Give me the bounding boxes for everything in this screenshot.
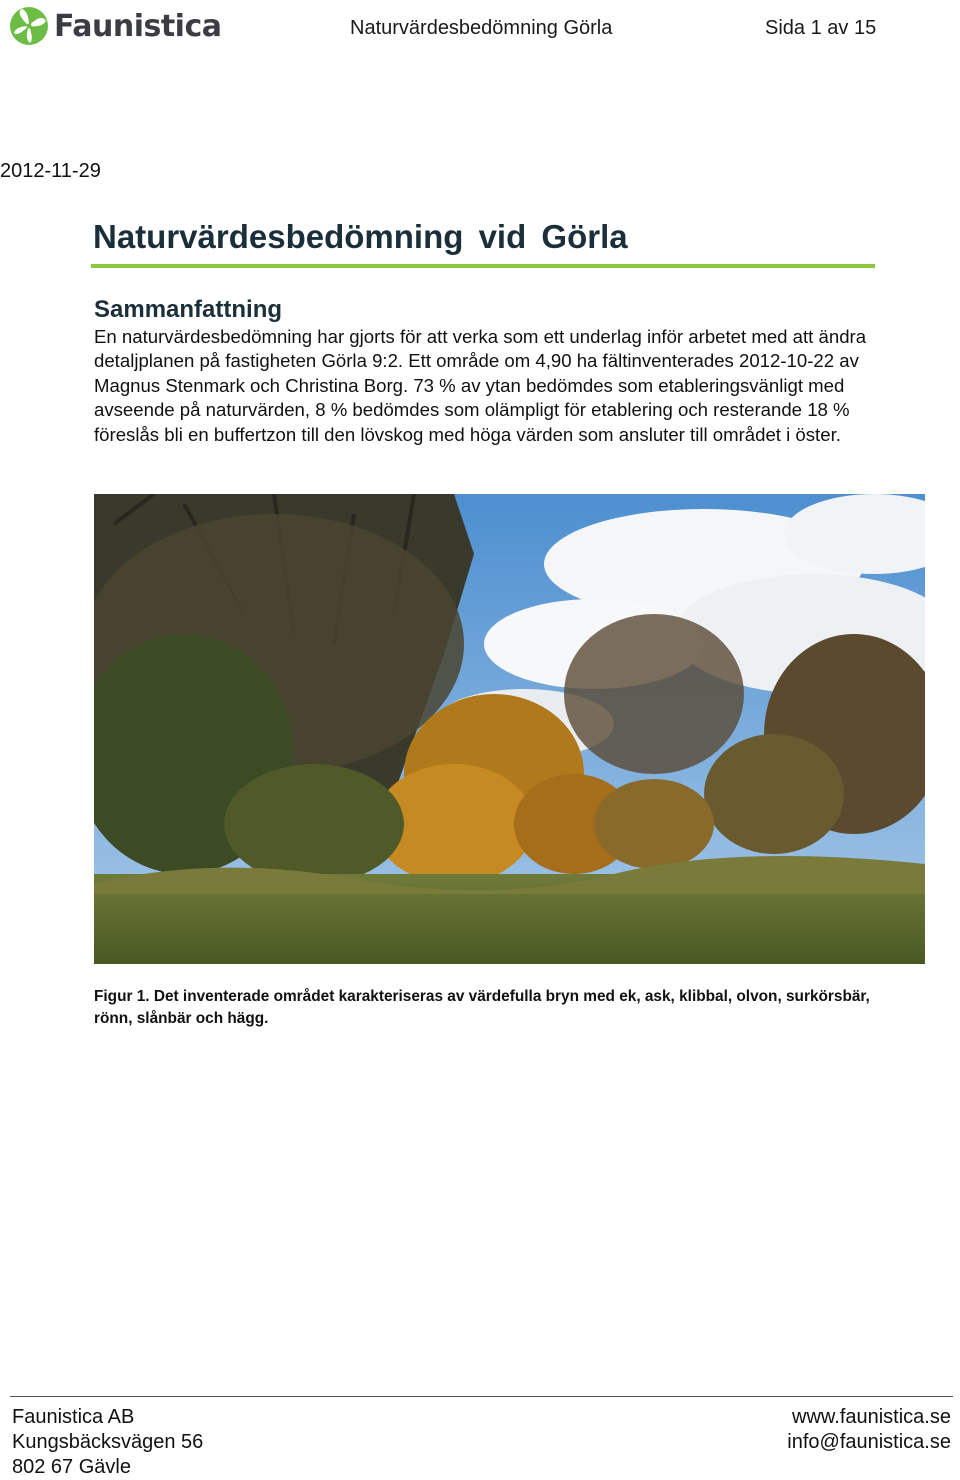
footer-email-link[interactable]: info@faunistica.se — [787, 1431, 951, 1453]
title-divider — [91, 264, 875, 268]
summary-paragraph: En naturvärdesbedömning har gjorts för att verka som ett underlag inför arbetet med att ändra detaljplanen på fastigheten Görla 9:2. Ett område om 4,90 ha fältinventerades 2012-10-22 av Magnus Stenmark och Christina Borg. 73 % av ytan bedömdes som etableringsvänligt med avseende på naturvärden, 8 % bedömdes som olämpligt för etablering och resterande 18 % föreslås bli en buffertzon till den lövskog med höga värden som ansluter till området i öster. — [94, 326, 867, 445]
page-title: Naturvärdesbedömning vid Görla — [93, 218, 628, 255]
summary-heading: Sammanfattning — [94, 296, 283, 323]
footer-address — [12, 1405, 203, 1480]
footer-divider — [10, 1396, 953, 1397]
figure-caption: Figur 1. Det inventerade området karakteriseras av värdefulla bryn med ek, ask, klibbal, olvon, surkörsbär, rönn, slånbär och hägg. — [94, 988, 870, 1027]
company-logo — [8, 6, 222, 46]
landscape-photo — [94, 494, 925, 964]
header-document-title: Naturvärdesbedömning Görla — [350, 17, 613, 39]
footer-postal: 802 67 Gävle — [12, 1456, 131, 1478]
logo-wordmark: Faunistica — [54, 8, 222, 44]
document-date: 2012-11-29 — [0, 160, 101, 182]
leaf-icon — [8, 6, 50, 46]
footer-street: Kungsbäcksvägen 56 — [12, 1431, 204, 1453]
footer-website-link[interactable]: www.faunistica.se — [792, 1406, 951, 1428]
footer-company: Faunistica AB — [12, 1406, 135, 1428]
page-indicator: Sida 1 av 15 — [765, 17, 877, 39]
footer-contact — [787, 1405, 951, 1455]
